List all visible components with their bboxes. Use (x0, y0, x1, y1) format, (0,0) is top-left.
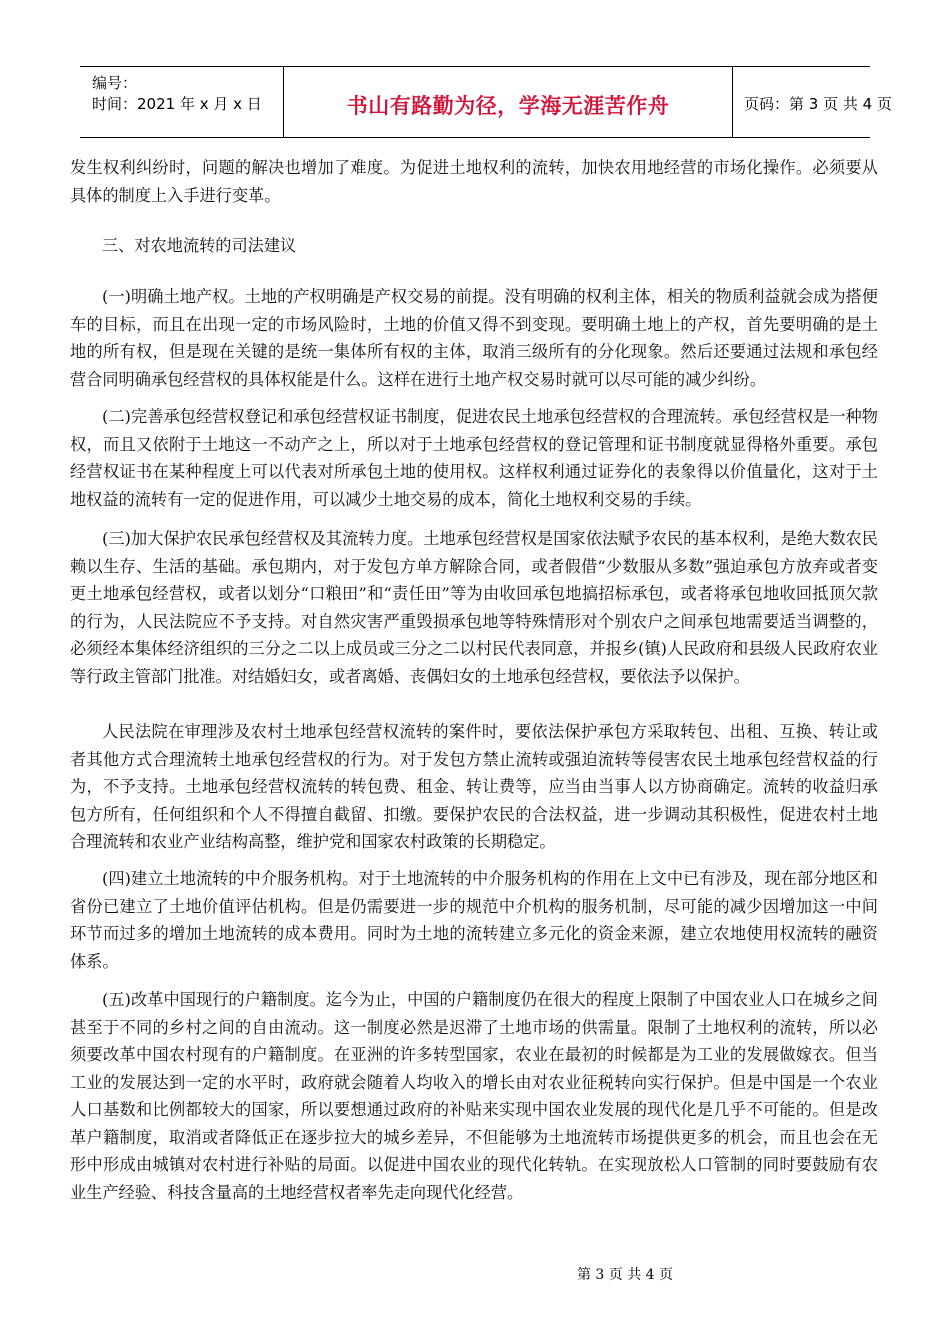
header-page-cell (732, 67, 892, 137)
header-motto-cell (283, 67, 733, 137)
date-label: 时间：2021 年 x 月 x 日 (92, 95, 262, 113)
header-meta-cell (80, 67, 283, 137)
paragraph-item-2: (二)完善承包经营权登记和承包经营权证书制度，促进农民土地承包经营权的合理流转。承包经营权是一种物权，而且又依附于土地这一不动产之上，所以对于土地承包经营权的登记管理和证书制度就显得格外重要。承包经营权证书在某种程度上可以代表对所承包土地的使用权。这样权利通过证券化的表象得以价值量化，这对于土地权益的流转有一定的促进作用，可以减少土地交易的成本，简化土地权利交易的手续。 (70, 407, 878, 509)
page-header-table (80, 66, 892, 138)
serial-number-label: 编号： (92, 74, 138, 92)
paragraph-intro: 发生权利纠纷时，问题的解决也增加了难度。为促进土地权利的流转，加快农用地经营的市场化操作。必须要从具体的制度上入手进行变革。 (70, 158, 878, 205)
page-footer: 第 3 页 共 4 页 (576, 1267, 674, 1283)
paragraph-item-5: (五)改革中国现行的户籍制度。迄今为止，中国的户籍制度仍在很大的程度上限制了中国农业人口在城乡之间甚至于不同的乡村之间的自由流动。这一制度必然是迟滞了土地市场的供需量。限制了土地权利的流转，所以必须要改革中国农村现有的户籍制度。在亚洲的许多转型国家，农业在最初的时候都是为工业的发展做嫁衣。但当工业的发展达到一定的水平时，政府就会随着人均收入的增长由对农业征税转向实行保护。但是中国是一个农业人口基数和比例都较大的国家，所以要想通过政府的补贴来实现中国农业发展的现代化是几乎不可能的。但是改革户籍制度，取消或者降低正在逐步拉大的城乡差异，不但能够为土地流转市场提供更多的机会，而且也会在无形中形成由城镇对农村进行补贴的局面。以促进中国农业的现代化转轨。在实现放松人口管制的同时要鼓励有农业生产经验、科技含量高的土地经营权者率先走向现代化经营。 (70, 990, 878, 1202)
paragraph-court: 人民法院在审理涉及农村土地承包经营权流转的案件时，要依法保护承包方采取转包、出租、互换、转让或者其他方式合理流转土地承包经营权的行为。对于发包方禁止流转或强迫流转等侵害农民土地承包经营权益的行为，不予支持。土地承包经营权流转的转包费、租金、转让费等，应当由当事人以方协商确定。流转的收益归承包方所有，任何组织和个人不得擅自截留、扣缴。要保护农民的合法权益，进一步调动其积极性，促进农村土地合理流转和农业产业结构高整，维护党和国家农村政策的长期稳定。 (70, 722, 878, 851)
section-heading: 三、对农地流转的司法建议 (102, 236, 297, 255)
paragraph-item-3: (三)加大保护农民承包经营权及其流转力度。土地承包经营权是国家依法赋予农民的基本权利，是绝大数农民赖以生存、生活的基础。承包期内，对于发包方单方解除合同，或者假借“少数服从多数”强迫承包方放弃或者变更土地承包经营权，或者以划分“口粮田”和“责任田”等为由收回承包地搞招标承包，或者将承包地收回抵顶欠款的行为，人民法院应不予支持。对自然灾害严重毁损承包地等特殊情形对个别农户之间承包地需要适当调整的，必须经本集体经济组织的三分之二以上成员或三分之二以村民代表同意，并报乡(镇)人民政府和县级人民政府农业等行政主管部门批准。对结婚妇女，或者离婚、丧偶妇女的土地承包经营权，要依法予以保护。 (70, 529, 878, 686)
motto-text: 书山有路勤为径，学海无涯苦作舟 (346, 94, 670, 118)
paragraph-item-4: (四)建立土地流转的中介服务机构。对于土地流转的中介服务机构的作用在上文中已有涉及，现在部分地区和省份已建立了土地价值评估机构。但是仍需要进一步的规范中介机构的服务机制，尽可能的减少因增加这一中间环节而过多的增加土地流转的成本费用。同时为土地的流转建立多元化的资金来源，建立农地使用权流转的融资体系。 (70, 869, 878, 971)
paragraph-item-1: (一)明确土地产权。土地的产权明确是产权交易的前提。没有明确的权利主体，相关的物质利益就会成为搭便车的目标，而且在出现一定的市场风险时，土地的价值又得不到变现。要明确土地上的产权，首先要明确的是土地的所有权，但是现在关键的是统一集体所有权的主体，取消三级所有的分化现象。然后还要通过法规和承包经营合同明确承包经营权的具体权能是什么。这样在进行土地产权交易时就可以尽可能的减少纠纷。 (70, 287, 878, 389)
page-code-label: 页码：第 3 页 共 4 页 (744, 95, 892, 113)
